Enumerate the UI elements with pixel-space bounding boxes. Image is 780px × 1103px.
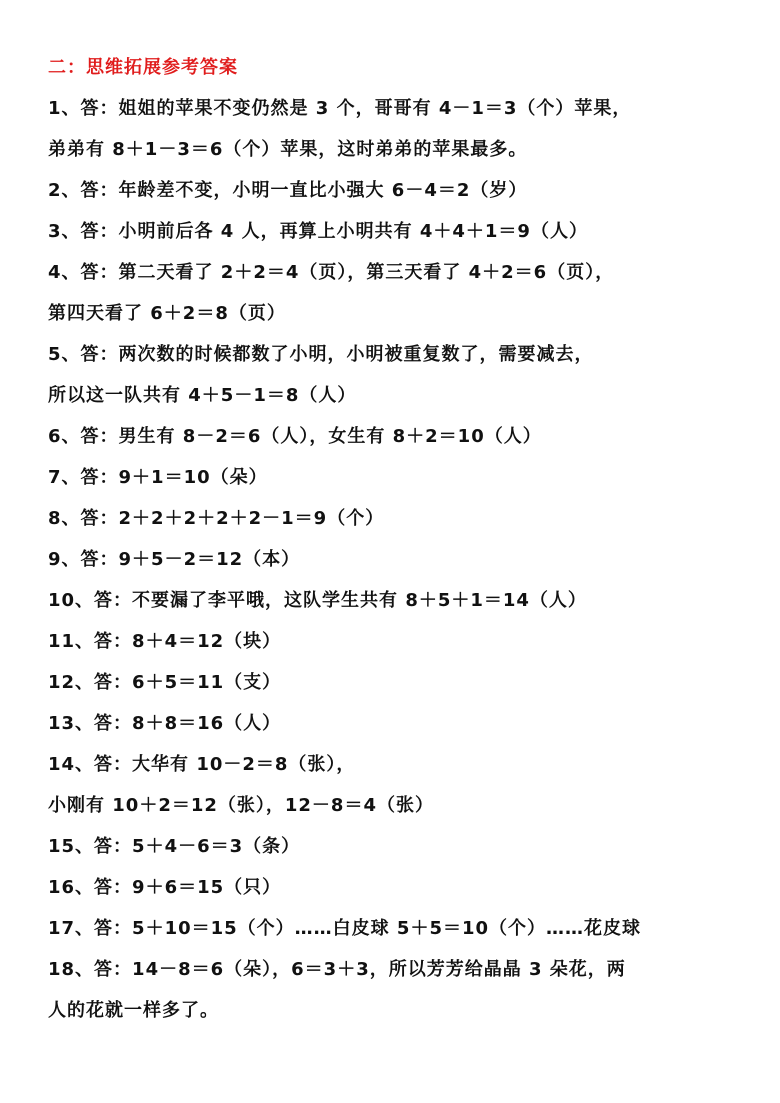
answer-1-line-2: 弟弟有 8＋1－3＝6（个）苹果，这时弟弟的苹果最多。 (48, 139, 528, 160)
answer-15: 15、答：5＋4－6＝3（条） (48, 836, 301, 857)
answer-17: 17、答：5＋10＝15（个）……白皮球 5＋5＝10（个）……花皮球 (48, 918, 642, 939)
answer-8: 8、答：2＋2＋2＋2＋2－1＝9（个） (48, 508, 385, 529)
answer-4-line-1: 4、答：第二天看了 2＋2＝4（页），第三天看了 4＋2＝6（页）， (48, 262, 615, 283)
answer-3: 3、答：小明前后各 4 人，再算上小明共有 4＋4＋1＝9（人） (48, 221, 588, 242)
answer-7: 7、答：9＋1＝10（朵） (48, 467, 268, 488)
answer-10: 10、答：不要漏了李平哦，这队学生共有 8＋5＋1＝14（人） (48, 590, 587, 611)
answer-1-line-1: 1、答：姐姐的苹果不变仍然是 3 个，哥哥有 4－1＝3（个）苹果， (48, 98, 632, 119)
answer-14-line-1: 14、答：大华有 10－2＝8（张）， (48, 754, 356, 775)
answer-13: 13、答：8＋8＝16（人） (48, 713, 282, 734)
answer-9: 9、答：9＋5－2＝12（本） (48, 549, 301, 570)
answer-18-line-2: 人的花就一样多了。 (48, 1000, 219, 1021)
answer-18-line-1: 18、答：14－8＝6（朵），6＝3＋3，所以芳芳给晶晶 3 朵花，两 (48, 959, 626, 980)
answer-6: 6、答：男生有 8－2＝6（人），女生有 8＋2＝10（人） (48, 426, 542, 447)
answer-16: 16、答：9＋6＝15（只） (48, 877, 282, 898)
answer-11: 11、答：8＋4＝12（块） (48, 631, 282, 652)
answer-12: 12、答：6＋5＝11（支） (48, 672, 282, 693)
answer-2: 2、答：年龄差不变，小明一直比小强大 6－4＝2（岁） (48, 180, 528, 201)
answer-5-line-2: 所以这一队共有 4＋5－1＝8（人） (48, 385, 357, 406)
answer-5-line-1: 5、答：两次数的时候都数了小明，小明被重复数了，需要减去， (48, 344, 594, 365)
section-title: 二：思维拓展参考答案 (48, 57, 238, 78)
answer-14-line-2: 小刚有 10＋2＝12（张），12－8＝4（张） (48, 795, 434, 816)
answer-4-line-2: 第四天看了 6＋2＝8（页） (48, 303, 286, 324)
